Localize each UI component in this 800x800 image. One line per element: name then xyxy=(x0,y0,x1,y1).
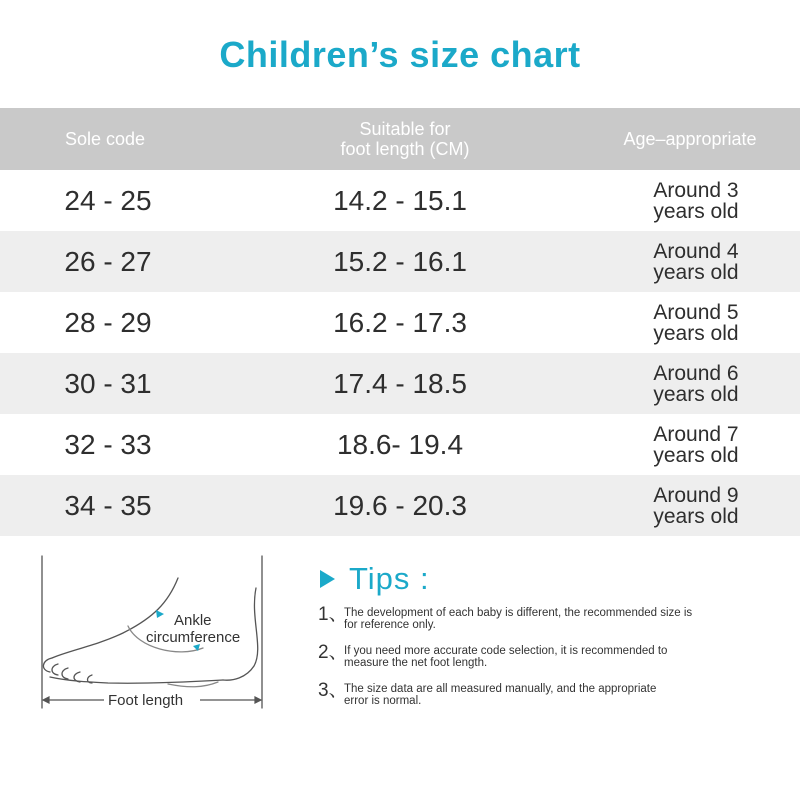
tip-text-line2: measure the net foot length. xyxy=(344,657,488,669)
cell-age xyxy=(596,414,796,475)
cell-age-line1: Around 6 xyxy=(653,361,739,385)
cell-age xyxy=(596,231,796,292)
cell-age xyxy=(596,292,796,353)
tip-text-line1: The development of each baby is different, the recommended size is xyxy=(344,607,693,619)
tips-title: Tips : xyxy=(349,561,430,596)
cell-age-line2: years old xyxy=(653,443,739,467)
cell-foot-length: 19.6 - 20.3 xyxy=(333,489,467,521)
tip-text-line2: error is normal. xyxy=(344,695,422,707)
tip-item xyxy=(318,680,788,707)
tip-number: 2、 xyxy=(318,642,348,663)
header-foot-length xyxy=(300,108,510,170)
tip-item xyxy=(318,642,788,669)
cell-age-line1: Around 7 xyxy=(653,422,739,446)
table-row xyxy=(0,292,800,353)
tip-text-line2: for reference only. xyxy=(344,619,436,631)
cell-age xyxy=(596,170,796,231)
cell-age-line1: Around 3 xyxy=(653,178,739,202)
size-table xyxy=(0,108,800,536)
cell-age-line2: years old xyxy=(653,382,739,406)
cell-age-line1: Around 9 xyxy=(653,483,739,507)
cell-sole-code: 26 - 27 xyxy=(64,245,152,277)
tips-heading xyxy=(320,561,430,597)
table-row xyxy=(0,231,800,292)
table-header xyxy=(0,108,800,170)
header-sole-code: Sole code xyxy=(64,129,146,149)
cell-sole-code: 24 - 25 xyxy=(64,184,152,216)
cell-age-line1: Around 4 xyxy=(653,239,739,263)
cell-age xyxy=(596,475,796,536)
table-row xyxy=(0,414,800,475)
page-title: Children’s size chart xyxy=(219,34,581,75)
cell-age-line1: Around 5 xyxy=(653,300,739,324)
table-row xyxy=(0,353,800,414)
cell-foot-length: 15.2 - 16.1 xyxy=(333,245,467,277)
cell-foot-length: 17.4 - 18.5 xyxy=(333,367,467,399)
cell-foot-length: 18.6- 19.4 xyxy=(336,428,464,460)
foot-length-label: Foot length xyxy=(108,692,184,709)
ankle-label-line2: circumference xyxy=(146,629,241,646)
cell-age-line2: years old xyxy=(653,321,739,345)
tip-text xyxy=(344,604,692,631)
table-row xyxy=(0,170,800,231)
tip-text xyxy=(344,680,656,707)
cell-age-line2: years old xyxy=(653,199,739,223)
cell-age-line2: years old xyxy=(653,260,739,284)
cell-foot-length: 16.2 - 17.3 xyxy=(333,306,467,338)
foot-measurement-illustration xyxy=(28,548,278,718)
tip-item xyxy=(318,604,788,631)
tip-text-line1: If you need more accurate code selection, it is recommended to xyxy=(344,645,668,657)
cell-age-line2: years old xyxy=(653,504,739,528)
header-foot-length-line1: Suitable for xyxy=(359,119,451,139)
tip-number: 3、 xyxy=(318,680,348,701)
tip-text-line1: The size data are all measured manually, and the appropriate xyxy=(344,683,657,695)
cell-sole-code: 28 - 29 xyxy=(64,306,152,338)
cell-foot-length: 14.2 - 15.1 xyxy=(333,184,467,216)
cell-sole-code: 34 - 35 xyxy=(64,489,152,521)
cell-sole-code: 30 - 31 xyxy=(64,367,152,399)
table-row xyxy=(0,475,800,536)
tip-text xyxy=(344,642,667,669)
play-arrow-icon xyxy=(320,570,335,588)
cell-age xyxy=(596,353,796,414)
tip-number: 1、 xyxy=(318,604,348,625)
header-foot-length-line2: foot length (CM) xyxy=(340,139,470,159)
header-age: Age–appropriate xyxy=(623,129,757,149)
cell-sole-code: 32 - 33 xyxy=(64,428,152,460)
ankle-label-line1: Ankle xyxy=(174,612,212,629)
